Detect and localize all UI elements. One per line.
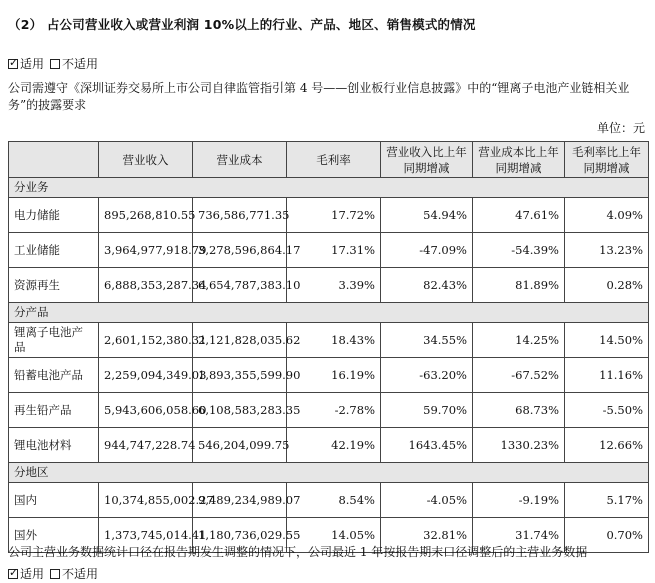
cost-cell: 736,586,771.35 — [193, 198, 287, 233]
row-name-cell: 电力储能 — [9, 198, 99, 233]
section-title: 分业务 — [9, 178, 649, 198]
row-name-cell: 铅蓄电池产品 — [9, 358, 99, 393]
checked-box-icon[interactable] — [8, 569, 18, 579]
cost-change-cell: -54.39% — [473, 233, 565, 268]
table-row — [9, 198, 649, 233]
margin-change-cell: 0.70% — [565, 518, 649, 553]
revenue-cell: 2,601,152,380.31 — [99, 323, 193, 358]
unit-label: 单位：元 — [596, 121, 645, 135]
section-title: 分地区 — [9, 463, 649, 483]
cost-cell: 2,121,828,035.62 — [193, 323, 287, 358]
margin-cell: 42.19% — [287, 428, 381, 463]
revenue-change-cell: 59.70% — [381, 393, 473, 428]
row-name-cell: 工业储能 — [9, 233, 99, 268]
revenue-cell: 3,964,977,918.79 — [99, 233, 193, 268]
applicable-label: 适用 — [20, 57, 45, 71]
revenue-change-cell: 54.94% — [381, 198, 473, 233]
table-row — [9, 428, 649, 463]
margin-cell: 17.31% — [287, 233, 381, 268]
margin-change-cell: 0.28% — [565, 268, 649, 303]
row-name-cell: 国外 — [9, 518, 99, 553]
margin-change-cell: 14.50% — [565, 323, 649, 358]
margin-cell: 3.39% — [287, 268, 381, 303]
section-row — [9, 303, 649, 323]
revenue-cell: 895,268,810.55 — [99, 198, 193, 233]
revenue-change-cell: -63.20% — [381, 358, 473, 393]
margin-cell: 16.19% — [287, 358, 381, 393]
cost-cell: 6,108,583,283.35 — [193, 393, 287, 428]
cost-cell: 9,489,234,989.07 — [193, 483, 287, 518]
cost-cell: 546,204,099.75 — [193, 428, 287, 463]
applicable-label: 适用 — [20, 567, 45, 581]
cost-change-cell: 1330.23% — [473, 428, 565, 463]
cost-change-cell: 14.25% — [473, 323, 565, 358]
cost-cell: 1,893,355,599.90 — [193, 358, 287, 393]
revenue-change-cell: 32.81% — [381, 518, 473, 553]
margin-change-cell: -5.50% — [565, 393, 649, 428]
margin-change-cell: 13.23% — [565, 233, 649, 268]
revenue-cell: 944,747,228.74 — [99, 428, 193, 463]
cost-change-cell: 81.89% — [473, 268, 565, 303]
header-cell: 毛利率 — [287, 142, 381, 178]
table-row — [9, 358, 649, 393]
margin-change-cell: 4.09% — [565, 198, 649, 233]
checked-box-icon[interactable] — [8, 59, 18, 69]
applicable-selector-1 — [8, 55, 104, 72]
header-cell: 营业收入 — [99, 142, 193, 178]
revenue-change-cell: 82.43% — [381, 268, 473, 303]
revenue-change-cell: 34.55% — [381, 323, 473, 358]
margin-cell: 17.72% — [287, 198, 381, 233]
table-row — [9, 268, 649, 303]
table-row — [9, 393, 649, 428]
revenue-change-cell: 1643.45% — [381, 428, 473, 463]
revenue-cell: 5,943,606,058.60 — [99, 393, 193, 428]
margin-change-cell: 11.16% — [565, 358, 649, 393]
not-applicable-label: 不适用 — [62, 57, 99, 71]
section-row — [9, 463, 649, 483]
revenue-change-cell: -4.05% — [381, 483, 473, 518]
revenue-table — [8, 141, 649, 553]
not-applicable-label: 不适用 — [62, 567, 99, 581]
header-cell: 营业收入比上年同期增减 — [381, 142, 473, 178]
table-row — [9, 483, 649, 518]
margin-change-cell: 12.66% — [565, 428, 649, 463]
note-text: 公司主营业务数据统计口径在报告期发生调整的情况下，公司最近 1 年按报告期末口径调整后的主营业务数据 — [8, 545, 588, 559]
row-name-cell: 资源再生 — [9, 268, 99, 303]
table-row — [9, 323, 649, 358]
revenue-cell: 2,259,094,349.03 — [99, 358, 193, 393]
table-body — [9, 178, 649, 553]
margin-cell: 8.54% — [287, 483, 381, 518]
margin-cell: -2.78% — [287, 393, 381, 428]
header-cell: 营业成本比上年同期增减 — [473, 142, 565, 178]
section-title: 分产品 — [9, 303, 649, 323]
row-name-cell: 国内 — [9, 483, 99, 518]
applicable-selector-2 — [8, 565, 104, 582]
cost-change-cell: 31.74% — [473, 518, 565, 553]
disclosure-paragraph: 公司需遵守《深圳证券交易所上市公司自律监管指引第 4 号——创业板行业信息披露》中的“锂离子电池产业链相关业务”的披露要求 — [8, 81, 630, 112]
revenue-cell: 10,374,855,002.27 — [99, 483, 193, 518]
row-name-cell: 锂离子电池产品 — [9, 323, 99, 358]
cost-change-cell: 68.73% — [473, 393, 565, 428]
section-row — [9, 178, 649, 198]
cost-cell: 1,180,736,029.55 — [193, 518, 287, 553]
margin-change-cell: 5.17% — [565, 483, 649, 518]
margin-cell: 18.43% — [287, 323, 381, 358]
row-name-cell: 锂电池材料 — [9, 428, 99, 463]
revenue-cell: 6,888,353,287.34 — [99, 268, 193, 303]
cost-change-cell: -67.52% — [473, 358, 565, 393]
table-row — [9, 233, 649, 268]
section-heading: （2） 占公司营业收入或营业利润 10%以上的行业、产品、地区、销售模式的情况 — [8, 17, 476, 32]
header-cell: 营业成本 — [193, 142, 287, 178]
row-name-cell: 再生铅产品 — [9, 393, 99, 428]
cost-cell: 3,278,596,864.17 — [193, 233, 287, 268]
table-header-row — [9, 142, 649, 178]
cost-change-cell: 47.61% — [473, 198, 565, 233]
unchecked-box-icon[interactable] — [50, 59, 60, 69]
cost-cell: 6,654,787,383.10 — [193, 268, 287, 303]
unchecked-box-icon[interactable] — [50, 569, 60, 579]
cost-change-cell: -9.19% — [473, 483, 565, 518]
header-cell — [9, 142, 99, 178]
revenue-cell: 1,373,745,014.41 — [99, 518, 193, 553]
header-cell: 毛利率比上年同期增减 — [565, 142, 649, 178]
revenue-change-cell: -47.09% — [381, 233, 473, 268]
margin-cell: 14.05% — [287, 518, 381, 553]
